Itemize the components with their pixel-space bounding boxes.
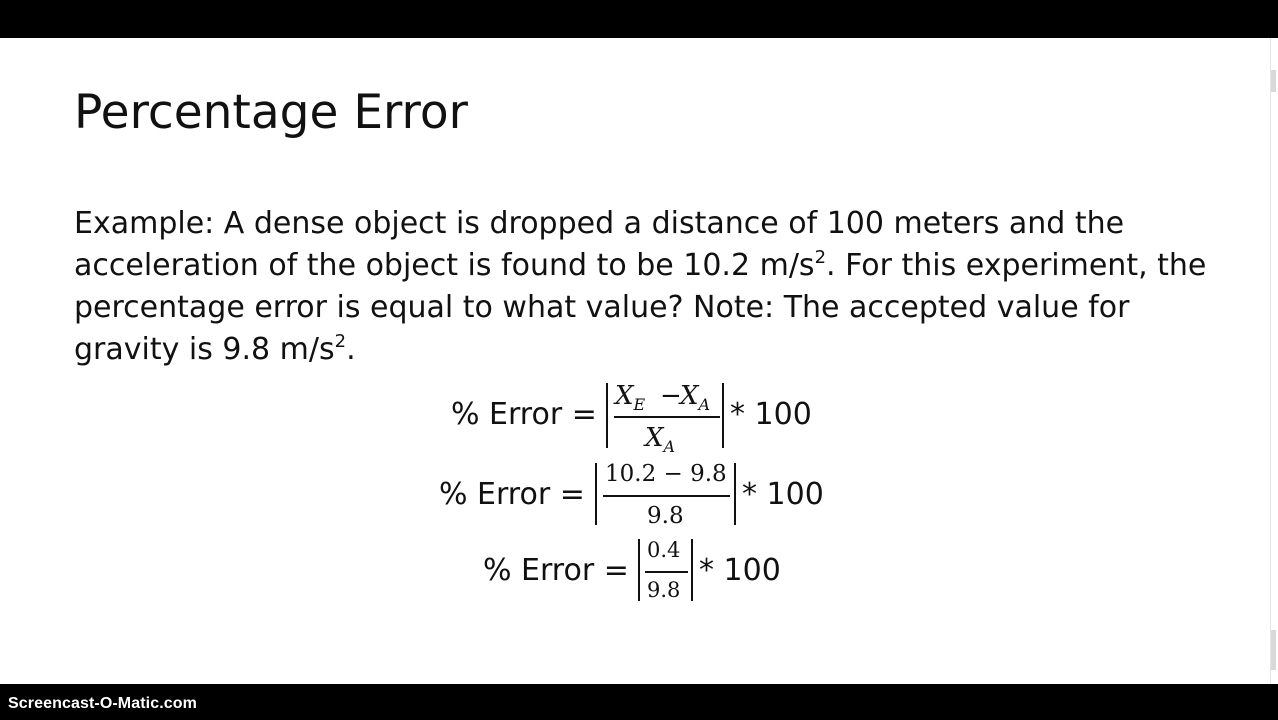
paragraph-text-2: . For this experiment, the percentage error is equal to what value? Note: The accepted value for gravity is 9.8 m/s — [74, 248, 1207, 367]
abs-bar-right — [691, 539, 693, 601]
denominator-xa: $X_A$ — [645, 423, 676, 456]
numerator-xe: $X_E$ — [615, 381, 646, 414]
numerator-values: 10.2 − 9.8 — [605, 461, 727, 487]
superscript-2: 2 — [334, 331, 347, 352]
scrollbar-tick — [1271, 70, 1276, 92]
abs-bar-left — [606, 383, 608, 448]
numerator-value: 0.4 — [647, 538, 681, 562]
scrollbar-thumb[interactable] — [1270, 38, 1278, 684]
fraction-line — [645, 571, 688, 573]
top-letterbox — [0, 0, 1278, 38]
superscript-1: 2 — [814, 247, 827, 268]
denominator-value: 9.8 — [647, 578, 681, 602]
scrollbar-tick — [1271, 630, 1276, 670]
slide-title: Percentage Error — [74, 85, 468, 140]
equation-formula-lhs: % Error = — [451, 397, 597, 432]
example-paragraph — [74, 203, 1214, 371]
denominator-value: 9.8 — [647, 503, 684, 529]
numerator-minus: − — [660, 381, 682, 411]
equation-substituted-lhs: % Error = — [439, 477, 585, 512]
paragraph-text-1: Example: A dense object is dropped a distance of 100 meters and the acceleration of the object is found to be 10.2 m/s — [74, 206, 1125, 283]
abs-bar-right — [734, 463, 736, 525]
equation-formula-rhs: * 100 — [730, 397, 812, 432]
paragraph-text-3: . — [346, 332, 356, 367]
numerator-xa: $X_A$ — [680, 381, 711, 414]
fraction-line — [614, 416, 720, 418]
equation-simplified-rhs: * 100 — [699, 553, 781, 588]
equation-substituted-rhs: * 100 — [742, 477, 824, 512]
fraction-line — [603, 495, 730, 497]
abs-bar-left — [638, 539, 640, 601]
abs-bar-right — [722, 383, 724, 448]
slide — [0, 38, 1265, 684]
recorder-watermark: Screencast-O-Matic.com — [8, 695, 197, 712]
abs-bar-left — [595, 463, 597, 525]
equation-simplified-lhs: % Error = — [483, 553, 629, 588]
